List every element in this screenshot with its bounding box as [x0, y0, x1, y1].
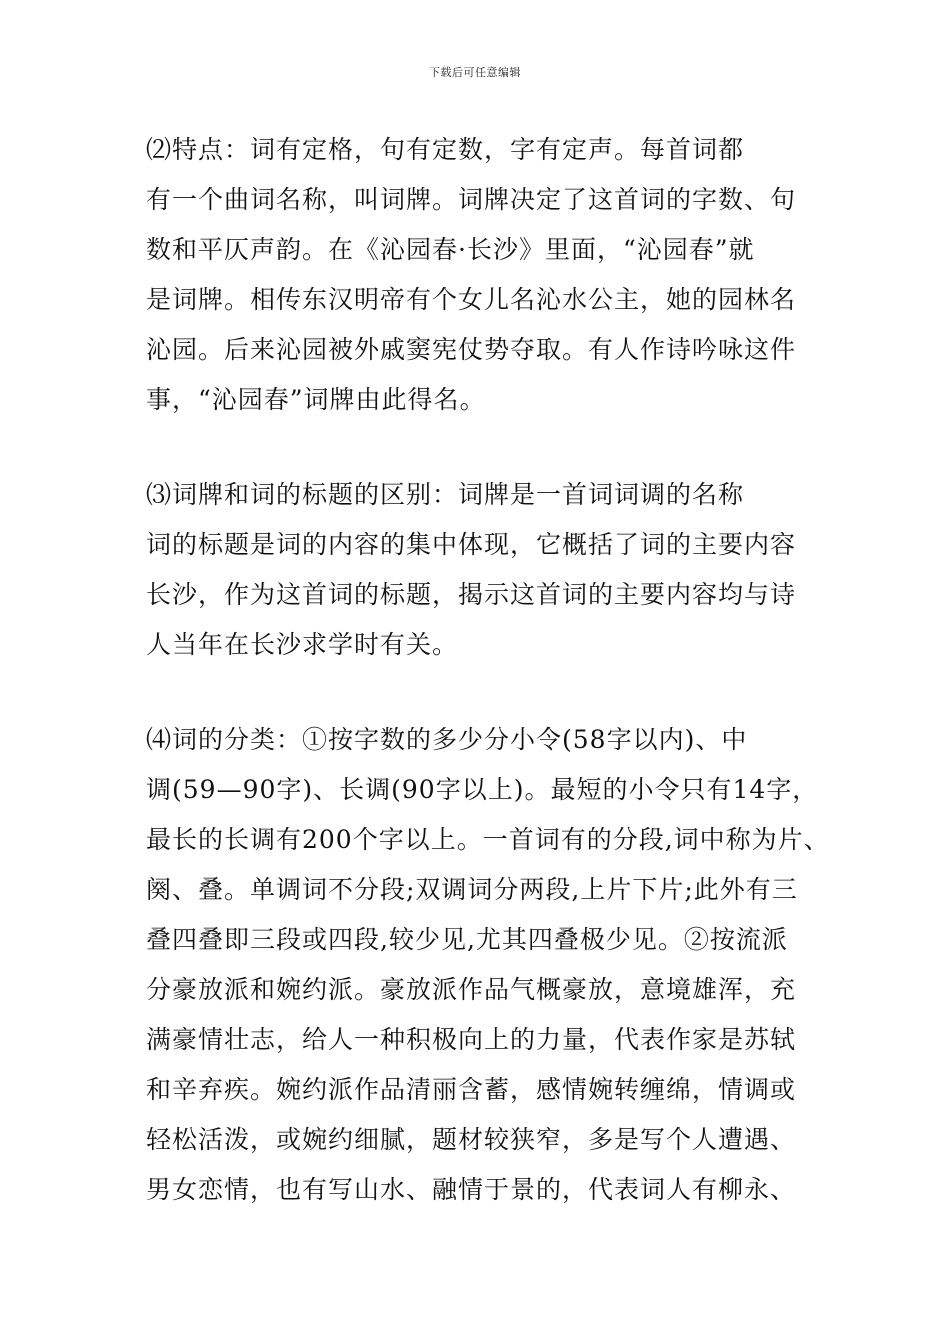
text-line: 长沙，作为这首词的标题，揭示这首词的主要内容均与诗: [146, 580, 797, 609]
text-line: 和辛弃疾。婉约派作品清丽含蓄，感情婉转缠绵，情调或: [146, 1075, 797, 1104]
text-line: 轻松活泼，或婉约细腻，题材较狭窄，多是写个人遭遇、: [146, 1125, 797, 1154]
text-line: 人当年在长沙求学时有关。: [146, 630, 459, 659]
text-line: 分豪放派和婉约派。豪放派作品气概豪放，意境雄浑，充: [146, 975, 797, 1004]
text-line: 满豪情壮志，给人一种积极向上的力量，代表作家是苏轼: [146, 1025, 797, 1054]
text-line: ⑶词牌和词的标题的区别：词牌是一首词词调的名称: [146, 480, 745, 509]
paragraph-features: [146, 125, 826, 425]
header-note: 下载后可任意编辑: [429, 66, 521, 79]
text-line: 沁园。后来沁园被外戚窦宪仗势夺取。有人作诗吟咏这件: [146, 335, 797, 364]
text-line: 事，“沁园春”词牌由此得名。: [146, 385, 486, 414]
text-line: 最长的长调有200个字以上。一首词有的分段,词中称为片、: [146, 825, 830, 854]
text-line: 男女恋情，也有写山水、融情于景的，代表词人有柳永、: [146, 1175, 797, 1204]
text-line: 是词牌。相传东汉明帝有个女儿名沁水公主，她的园林名: [146, 285, 797, 314]
text-line: 叠四叠即三段或四段,较少见,尤其四叠极少见。②按流派: [146, 925, 788, 954]
text-line: 调(59—90字)、长调(90字以上)。最短的小令只有14字，: [146, 775, 819, 804]
paragraph-title-difference: [146, 470, 826, 670]
text-line: ⑵特点：词有定格，句有定数，字有定声。每首词都: [146, 135, 745, 164]
paragraph-classification: [146, 715, 830, 1215]
text-line: 有一个曲词名称，叫词牌。词牌决定了这首词的字数、句: [146, 185, 797, 214]
text-line: 词的标题是词的内容的集中体现，它概括了词的主要内容: [146, 530, 797, 559]
text-line: ⑷词的分类：①按字数的多少分小令(58字以内)、中: [146, 725, 748, 754]
text-line: 阕、叠。单调词不分段;双调词分两段,上片下片;此外有三: [146, 875, 798, 904]
text-line: 数和平仄声韵。在《沁园春·长沙》里面，“沁园春”就: [146, 235, 755, 264]
